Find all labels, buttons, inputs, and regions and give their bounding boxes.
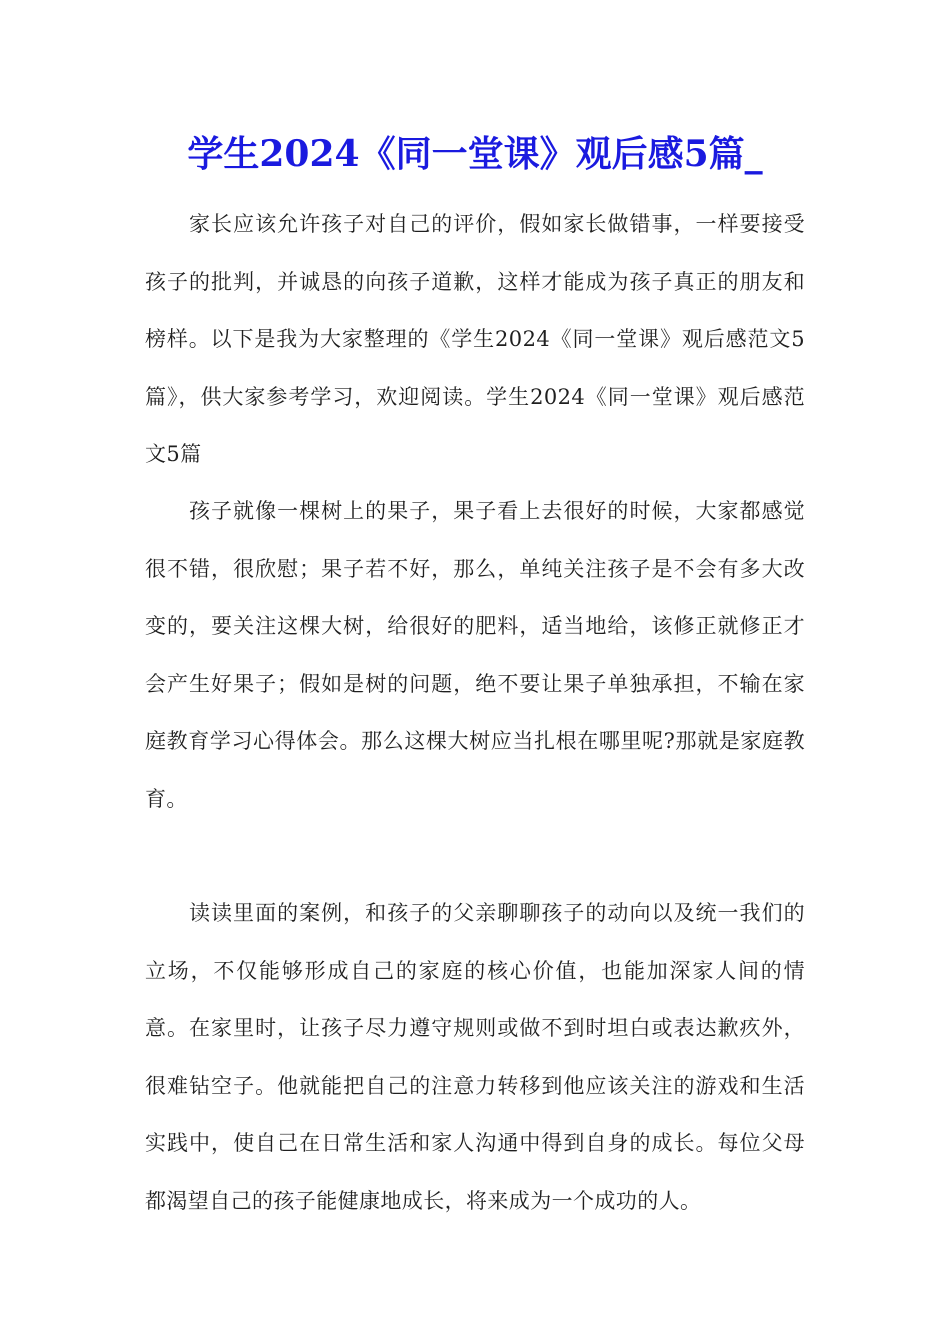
paragraph-case-reading: 读读里面的案例，和孩子的父亲聊聊孩子的动向以及统一我们的立场，不仅能够形成自己的家庭的核心价值，也能加深家人间的情意。在家里时，让孩子尽力遵守规则或做不到时坦白或表达歉疚外，很难钻空子。他就能把自己的注意力转移到他应该关注的游戏和生活实践中，使自己在日常生活和家人沟通中得到自身的成长。每位父母都渴望自己的孩子能健康地成长，将来成为一个成功的人。: [145, 901, 805, 1213]
paragraph-intro: 家长应该允许孩子对自己的评价，假如家长做错事，一样要接受孩子的批判，并诚恳的向孩子道歉，这样才能成为孩子真正的朋友和榜样。以下是我为大家整理的《学生2024《同一堂课》观后感范文5篇》，供大家参考学习，欢迎阅读。学生2024《同一堂课》观后感范文5篇: [145, 212, 805, 467]
document-title: 学生2024《同一堂课》观后感5篇_: [187, 133, 763, 175]
paragraph-tree-metaphor: 孩子就像一棵树上的果子，果子看上去很好的时候，大家都感觉很不错，很欣慰；果子若不好，那么，单纯关注孩子是不会有多大改变的，要关注这棵大树，给很好的肥料，适当地给，该修正就修正才会产生好果子；假如是树的问题，绝不要让果子单独承担，不输在家庭教育学习心得体会。那么这棵大树应当扎根在哪里呢?那就是家庭教育。: [145, 499, 805, 811]
